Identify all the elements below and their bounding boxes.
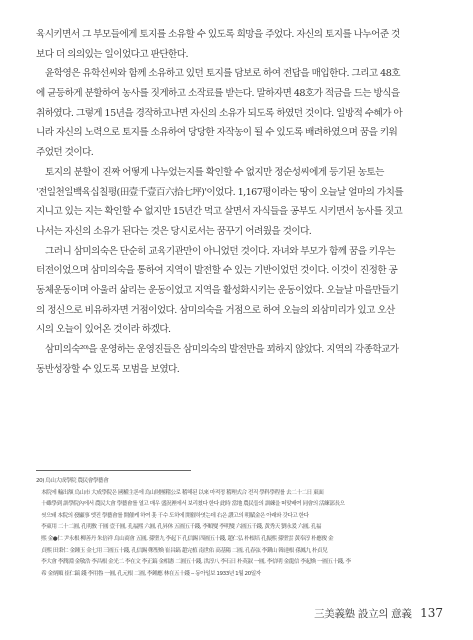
page-footer — [314, 606, 443, 621]
footnote-line: 本院에 輸出額 烏山市 大成學院은 國權主론에 烏山財團稽公로 稽해된 以來 마적정 稽理式合 전직 學科學程를 去二十二日 東面 — [36, 489, 324, 496]
footnote-divider — [36, 470, 191, 471]
footnote-line: 熙 金●仁 尹永根 柳善丹 朱倍祥 烏山商會 五圓, 孫聖九 李起下 孔信錫 四圓五十錢, 趙仁弘 朴根培 孔振熙 孫聖雲 黃奉淳 朴應俊 金 — [36, 535, 334, 542]
body-line: 터전이었으며 삼미의숙을 통하여 지역이 발전할 수 있는 기반이었던 것이다. 이것이 진정한 공 — [36, 265, 398, 277]
body-line: 육시키면서 그 부모들에게 토지를 소유할 수 있도록 희망을 주었다. 자신의 토지를 나누어준 것 — [36, 29, 400, 40]
running-title: 三美義塾 設立의 意義 — [314, 608, 412, 620]
body-line: 주었던 것이다. — [36, 147, 94, 159]
footnote-block — [36, 476, 440, 580]
footnote-line: 十雖學到 訓學院內에서 農民大會 學藝會를 열고 매우 盛況裡에서 보리쳤다 한다 此時 當地 農民들의 訓練을 떠맞배여 同會의 活練部長으 — [36, 501, 345, 508]
main-body-text — [36, 25, 436, 379]
footnote-line: 希 金炳順 崔仁鎬 錢 李用魯 一圓, 孔元根 二圓, 李鍾應 林在五十錢 -- 동아일보 1933년 1월 20일자 — [36, 570, 261, 577]
footnote-line: 貞熙 田秉仁 金鍾玉 金七用 三圓五十錢, 孔信錫 鄭聖煥 崔昌鎬 趙完植 南世佑 高基陽 二圓, 孔春弦 李鎭山 韓達根 孫鳳九 朴貞兒 — [36, 547, 328, 554]
footnote-line: 씻으돼 本院의 發顯事 엣진 學藝會를 開催케 하여 훗 千수 도하에 開催하엿는데 右은 讚고의 明賦金은 아래와 갓다고 한다 — [36, 512, 309, 519]
body-line: 의 정신으로 비유하자면 거점이었다. 삼미의숙을 거점으로 하여 오늘의 외삼미리가 있고 오산 — [36, 304, 395, 316]
body-line: 동체운동이며 아울러 삶리는 운동이었고 지역을 활성화시키는 운동이었다. 오늘날 마을만들기 — [36, 284, 399, 296]
body-line: 나서는 자신의 소유가 된다는 것은 당시로서는 꿈꾸기 어려웠을 것이다. — [36, 225, 312, 237]
page-number: 137 — [420, 606, 443, 620]
body-line: 지니고 있는 지는 확인할 수 없지만 15년간 먹고 살면서 자식들을 공부도 시키면서 농사를 짓고 — [36, 206, 403, 218]
body-line: 시의 오늘이 있어온 것이라 하겠다. — [36, 324, 171, 336]
body-line: 동반성장할 수 있도록 모범을 보였다. — [36, 363, 180, 375]
body-line: 에 균등하게 분할하여 농사를 짓게하고 소작료를 받는다. 말하자면 48호가 적금을 드는 방식을 — [36, 88, 400, 100]
body-line: 토지의 분할이 진짜 어떻게 나누었는지를 확인할 수 없지만 정순성씨에게 등기된 농토는 — [36, 166, 384, 178]
body-line: 보다 더 의의있는 일이었다고 판단한다. — [36, 48, 188, 60]
footnote-line: 李東用 二十二圓, 孔明敎 千圓 壹千圓, 孔福熙 六圓, 孔昇休 五圓五千錢, 李順燮 李明燮 六圓五千錢, 黃秀天 劉永爰 六圓, 孔福 — [36, 524, 322, 531]
body-line: 그러니 삼미의숙은 단순히 교육기관만이 아니었던 것이다. 자녀와 부모가 함께 꿈을 키우는 — [36, 245, 396, 257]
footnote-line: 李大會 李潤淵 金敬浩 李昌根 金光二 李在文 李正鎬 金相憲 二圓五十錢, 洪淳八 李石日 朴英淑 一圓, 李信明 金龍信 李起煥 一圓五十錢, 李 — [36, 559, 351, 566]
body-line: 니라 자신의 노력으로 토지를 소유하여 당당한 자작농이 될 수 있도록 배려하였으며 꿈을 키워 — [36, 127, 398, 139]
footnote-line: 20) 烏山大成學院 農民會學藝會 — [36, 478, 109, 484]
body-line: 삼미의숙²⁰⁾을 운영하는 운영진들은 삼미의숙의 발전만을 꾀하지 않았다. 지역의 각종학교가 — [36, 344, 399, 355]
body-line: 윤학영은 유학선씨와 함께 소유하고 있던 토지를 담보로 하여 전답을 매입한다. 그리고 48호 — [36, 68, 400, 80]
body-line: 취하였다. 그렇게 15년을 경작하고나면 자신의 소유가 되도록 하였던 것이다. 일방적 수혜가 아 — [36, 107, 403, 119]
body-line: '전일천일백육십칠평(田壹千壹百六拾七坪)'이었다. 1,167평이라는 땅이 오늘날 얼마의 가치를 — [36, 186, 404, 198]
